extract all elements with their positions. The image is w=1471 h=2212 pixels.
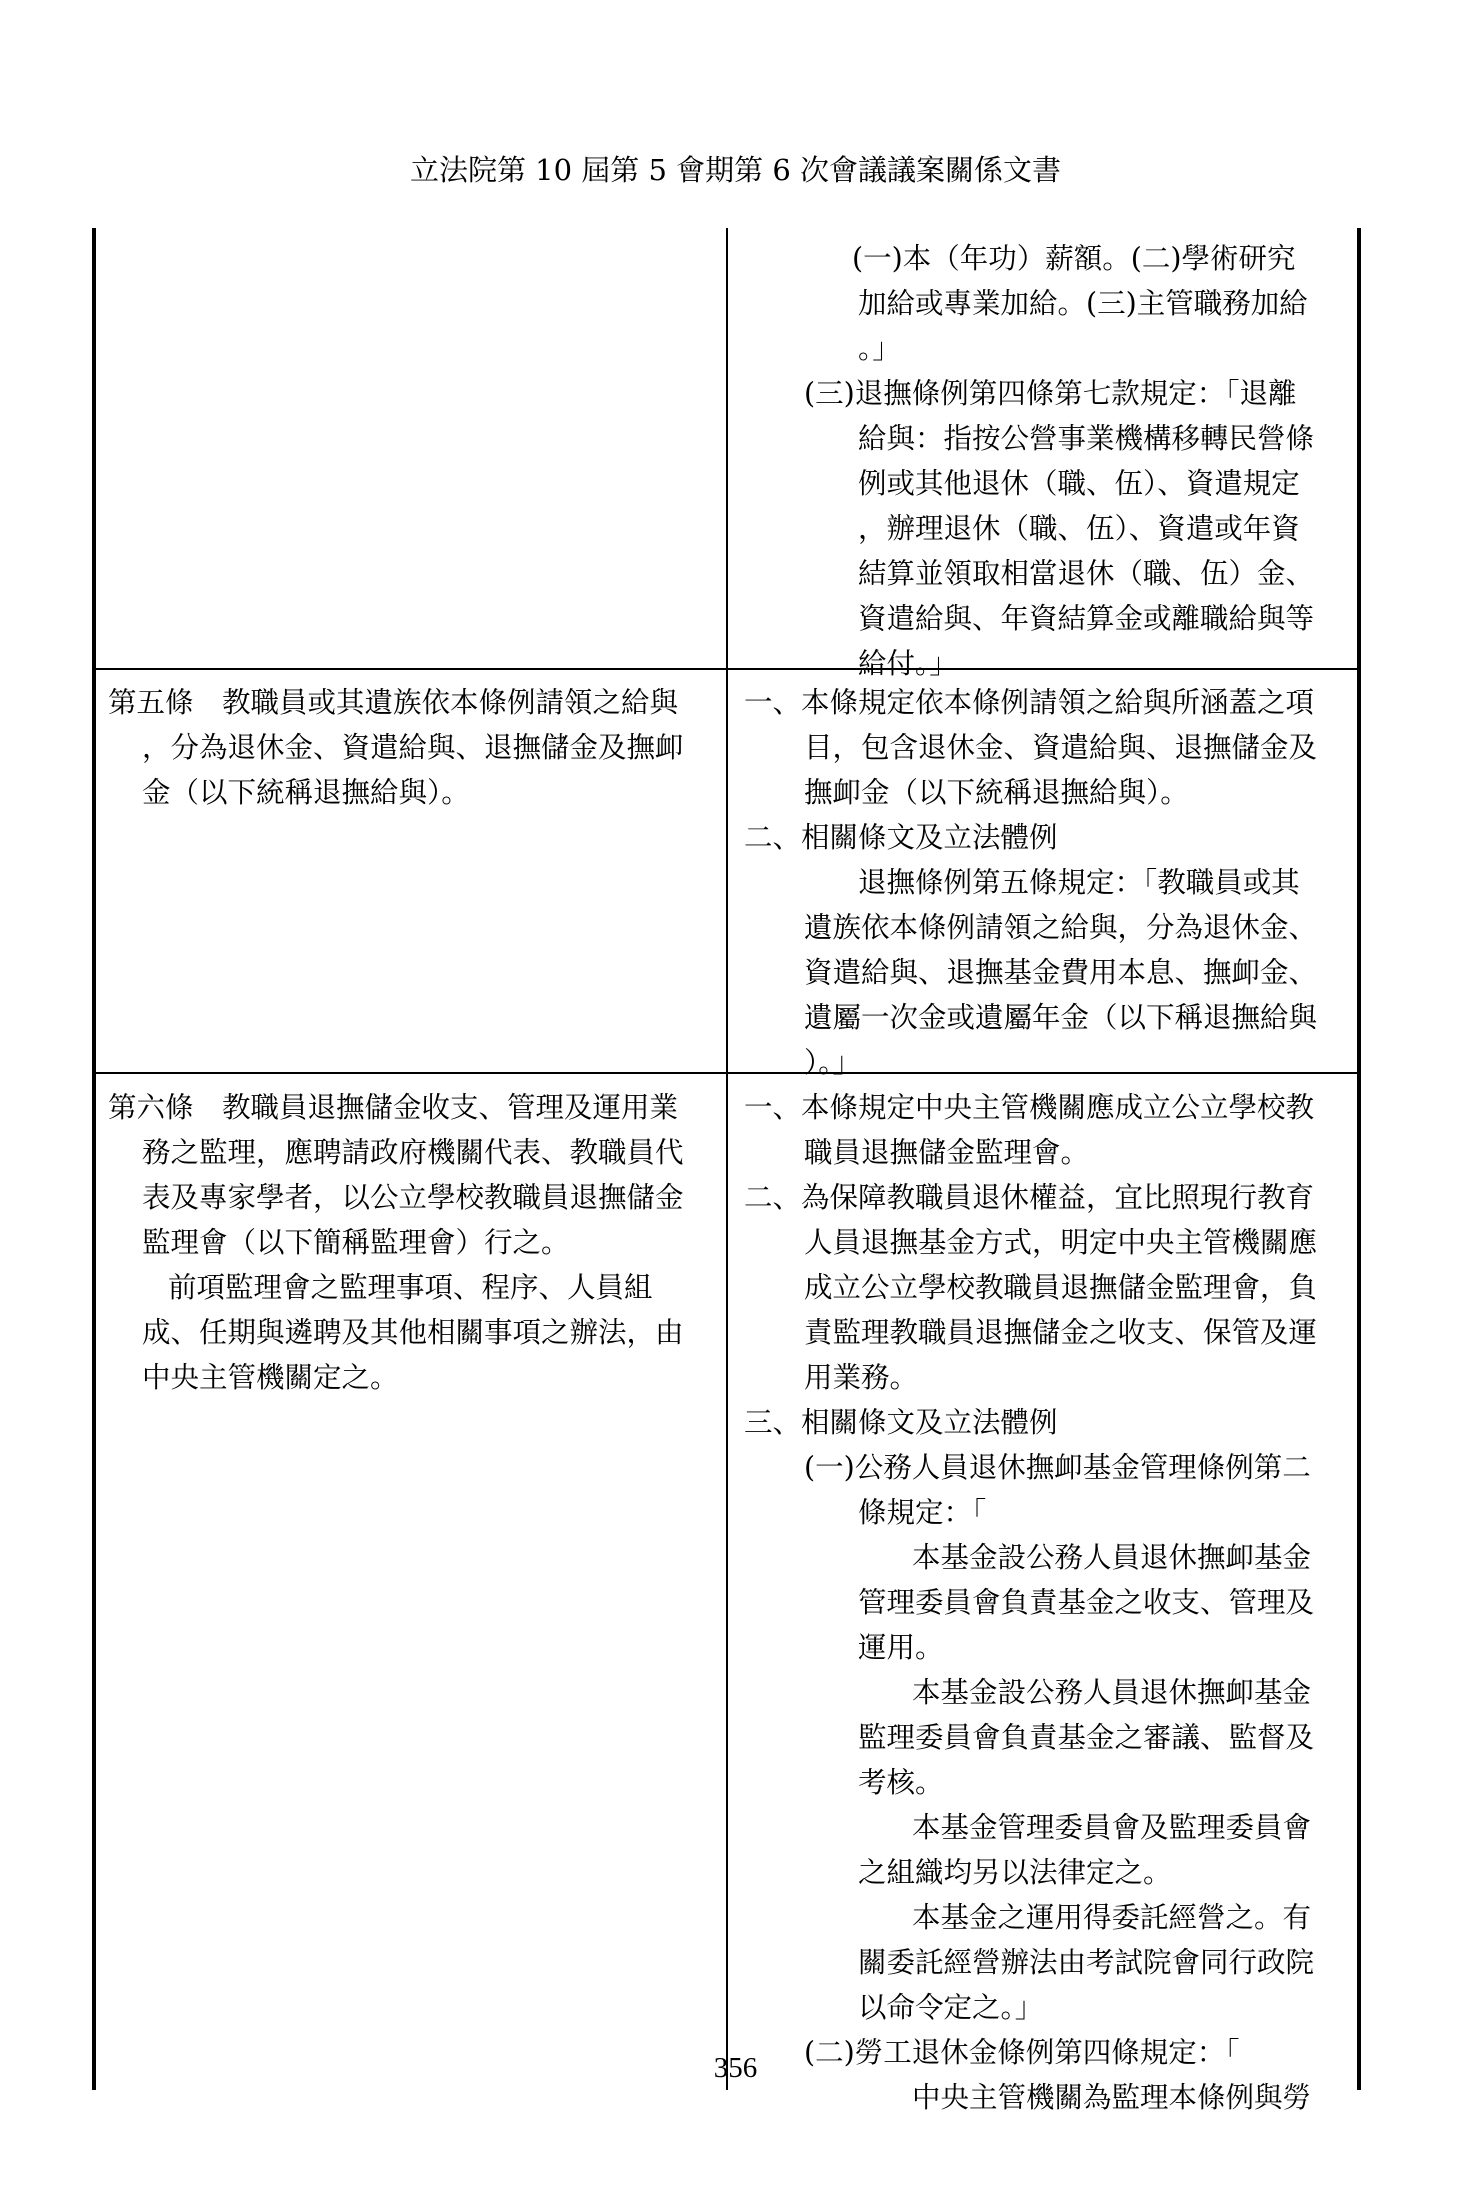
text-line: 例或其他退休（職、伍）、資遣規定	[858, 467, 1300, 500]
text-line: 本基金設公務人員退休撫卹基金	[912, 1676, 1312, 1709]
text-line: 責監理教職員退撫儲金之收支、保管及運	[804, 1316, 1318, 1349]
text-line: 給與：指按公營事業機構移轉民營條	[858, 422, 1315, 455]
text-line: (一)公務人員退休撫卹基金管理條例第二	[804, 1451, 1311, 1484]
text-line: 中央主管機關為監理本條例與勞	[912, 2081, 1312, 2114]
text-line: 二、相關條文及立法體例	[744, 821, 1058, 854]
text-line: 條規定：「	[858, 1496, 987, 1529]
text-line: ，分為退休金、資遣給與、退撫儲金及撫卹	[142, 731, 684, 764]
text-line: 本基金管理委員會及監理委員會	[912, 1811, 1312, 1844]
text-line: 第六條 教職員退撫儲金收支、管理及運用業	[108, 1091, 679, 1124]
text-line: 關委託經營辦法由考試院會同行政院	[858, 1946, 1315, 1979]
text-line: (三)退撫條例第四條第七款規定：「退離	[804, 377, 1297, 410]
text-line: 之組織均另以法律定之。	[858, 1856, 1172, 1889]
text-line: 前項監理會之監理事項、程序、人員組	[168, 1271, 653, 1304]
text-line: 。」	[858, 332, 901, 365]
text-line: 遺屬一次金或遺屬年金（以下稱退撫給與	[804, 1001, 1318, 1034]
text-line: 給付。」	[858, 647, 958, 680]
text-line: 目，包含退休金、資遣給與、退撫儲金及	[804, 731, 1318, 764]
text-line: 監理委員會負責基金之審議、監督及	[858, 1721, 1315, 1754]
text-line: 第五條 教職員或其遺族依本條例請領之給與	[108, 686, 679, 719]
text-line: 監理會（以下簡稱監理會）行之。	[142, 1226, 570, 1259]
text-line: 金（以下統稱退撫給與）。	[142, 776, 470, 809]
text-line: (二)勞工退休金條例第四條規定：「	[804, 2036, 1240, 2069]
text-line: 本基金設公務人員退休撫卹基金	[912, 1541, 1312, 1574]
text-line: 務之監理，應聘請政府機關代表、教職員代	[142, 1136, 684, 1169]
text-line: (一)本（年功）薪額。(二)學術研究	[852, 242, 1296, 275]
text-line: 成、任期與遴聘及其他相關事項之辦法，由	[142, 1316, 684, 1349]
text-line: 中央主管機關定之。	[142, 1361, 399, 1394]
text-line: ）。」	[804, 1046, 862, 1079]
text-line: 表及專家學者，以公立學校教職員退撫儲金	[142, 1181, 684, 1214]
row2-left-cell	[108, 680, 684, 815]
page-header-title: 立法院第 10 屆第 5 會期第 6 次會議議案關係文書	[409, 153, 1062, 187]
text-line: 資遣給與、退撫基金費用本息、撫卹金、	[804, 956, 1318, 989]
text-line: 考核。	[858, 1766, 944, 1799]
text-line: 人員退撫基金方式，明定中央主管機關應	[804, 1226, 1318, 1259]
text-line: 三、相關條文及立法體例	[744, 1406, 1058, 1439]
text-line: 結算並領取相當退休（職、伍）金、	[858, 557, 1315, 590]
text-line: ，辦理退休（職、伍）、資遣或年資	[858, 512, 1300, 545]
text-line: 加給或專業加給。(三)主管職務加給	[858, 287, 1308, 320]
row3-left-cell	[108, 1085, 684, 1400]
text-line: 二、為保障教職員退休權益，宜比照現行教育	[744, 1181, 1315, 1214]
text-line: 一、本條規定依本條例請領之給與所涵蓋之項	[744, 686, 1315, 719]
table-right-border	[1357, 228, 1361, 2090]
table-column-divider	[726, 228, 728, 2090]
text-line: 運用。	[858, 1631, 944, 1664]
row2-right-cell	[744, 680, 1317, 1085]
row3-right-cell	[744, 1085, 1317, 2120]
text-line: 以命令定之。」	[858, 1991, 1044, 2024]
row1-right-cell	[744, 236, 1314, 686]
text-line: 用業務。	[804, 1361, 919, 1394]
text-line: 管理委員會負責基金之收支、管理及	[858, 1586, 1315, 1619]
text-line: 本基金之運用得委託經營之。有	[912, 1901, 1312, 1934]
table-left-border	[92, 228, 96, 2090]
text-line: 資遣給與、年資結算金或離職給與等	[858, 602, 1315, 635]
text-line: 成立公立學校教職員退撫儲金監理會，負	[804, 1271, 1318, 1304]
text-line: 退撫條例第五條規定：「教職員或其	[858, 866, 1300, 899]
text-line: 職員退撫儲金監理會。	[804, 1136, 1090, 1169]
text-line: 一、本條規定中央主管機關應成立公立學校教	[744, 1091, 1315, 1124]
text-line: 遺族依本條例請領之給與，分為退休金、	[804, 911, 1318, 944]
text-line: 撫卹金（以下統稱退撫給與）。	[804, 776, 1189, 809]
page-number: 356	[713, 2052, 758, 2084]
